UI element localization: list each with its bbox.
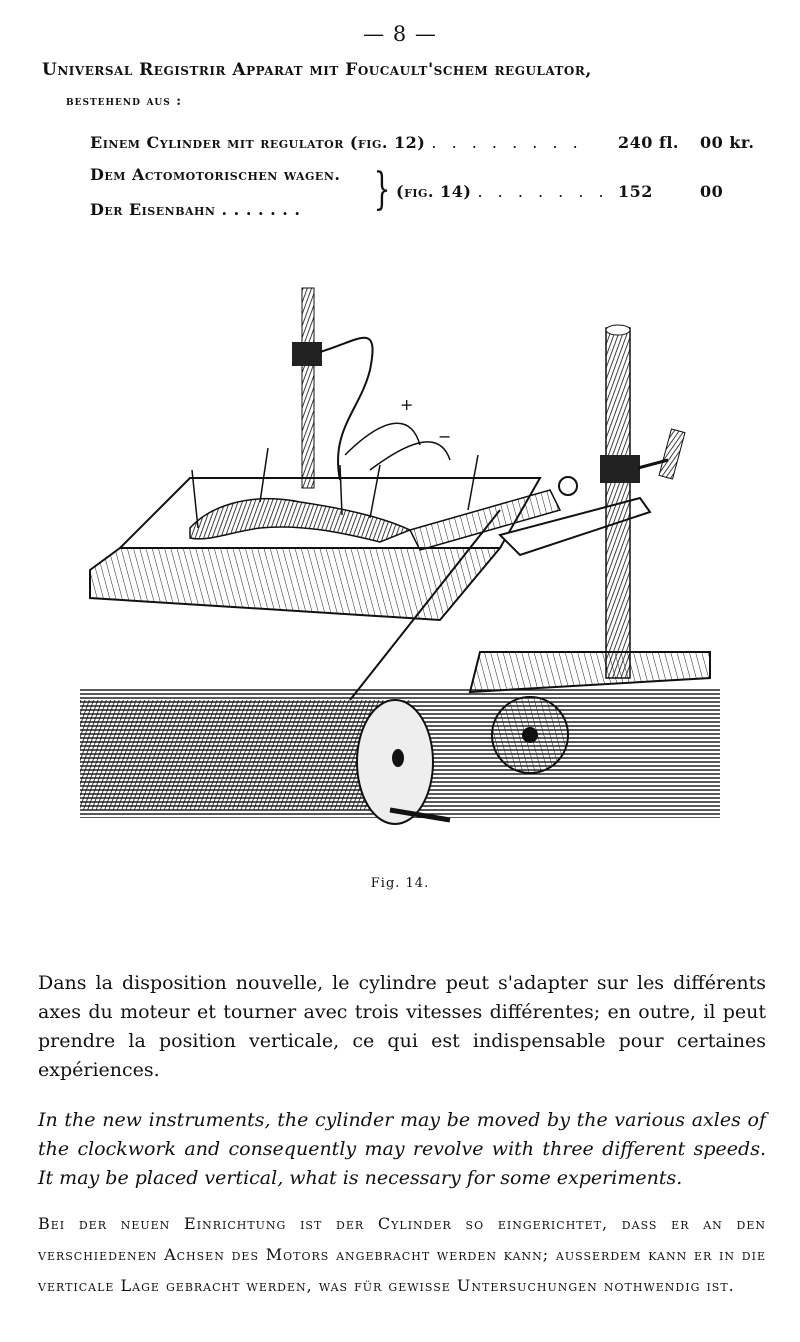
price-kreuzer: 00 [700,182,724,201]
catalog-heading: Universal Registrir Apparat mit Foucault'schem regulator, [42,60,592,80]
board-front-edge [90,548,500,620]
lower-platform [470,652,710,692]
price-florin: 240 fl. [618,133,679,152]
wheel-hub [522,727,538,743]
electrode-wire-2 [345,423,450,470]
adjustment-handle [659,429,685,479]
price-item-label: Einem Cylinder mit regulator (fig. 12) [90,133,426,152]
paragraph-french: Dans la disposition nouvelle, le cylindre peut s'adapter sur les différents axes du moteur et tourner avec trois vitesses différentes; en outre, il peut prendre la position verticale, ce qui est indispensable pour certaines expériences. [38,972,766,1081]
catalog-subheading: bestehend aus : [66,94,183,109]
apparatus-engraving [80,280,720,850]
page-number: — 8 — [363,22,437,46]
price-leader: . . . . . . . . [431,133,583,152]
right-stand-rod [606,328,630,678]
price-row-cylinder [90,133,770,152]
fig-reference: (fig. 14) [396,182,472,201]
electrode-wire [320,338,373,480]
right-stand-cap [606,325,630,335]
paragraph-german: Bei der neuen Einrichtung ist der Cylinder so eingerichtet, dass er an den verschiedenen Achsen des Motors angebracht werden kann; ausserdem kann er in die verticale Lage gebracht werden, was für gewisse Untersuchungen nothwendig ist. [38,1214,766,1295]
price-florin: 152 [618,182,653,201]
cylinder-hub [392,749,404,767]
price-row-eisenbahn: Der Eisenbahn . . . . . . . [90,200,301,219]
figure-caption: Fig. 14. [370,876,430,891]
price-kreuzer: 00 kr. [700,133,755,152]
price-row-fig-ref [396,182,776,201]
left-stand-clamp [292,342,322,366]
minus-terminal-label: − [438,427,452,446]
left-stand-rod [302,288,314,488]
paragraph-english: In the new instruments, the cylinder may be moved by the various axles of the clockwork and consequently may revolve with three different speeds. It may be placed vertical, what is necessary for some experiments. [38,1109,766,1189]
price-leader: . . . . . . . [477,182,609,201]
screw-head [559,477,577,495]
plus-terminal-label: + [400,395,414,414]
price-row-wagen: Dem Actomotorischen wagen. [90,165,341,184]
brace: } [373,164,391,215]
right-stand-clamp [600,455,640,483]
